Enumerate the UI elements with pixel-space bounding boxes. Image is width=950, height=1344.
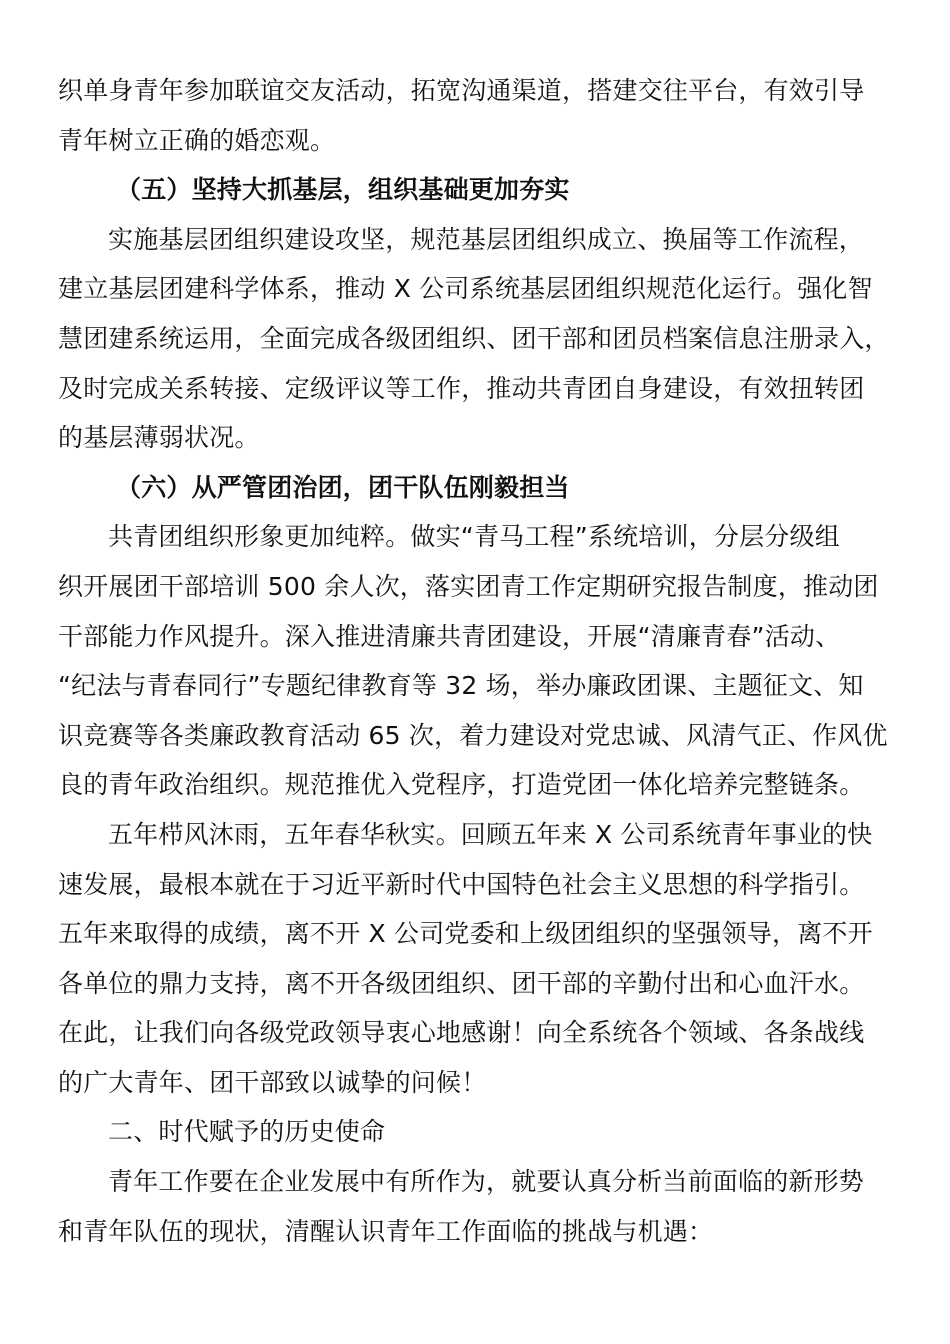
- text-line: 的基层薄弱状况。: [58, 423, 260, 453]
- text-line: “纪法与青春同行”专题纪律教育等 32 场，举办廉政团课、主题征文、知: [58, 671, 864, 701]
- text-line: 在此，让我们向各级党政领导衷心地感谢！向全系统各个领域、各条战线: [58, 1018, 865, 1048]
- text-line: 建立基层团建科学体系，推动 X 公司系统基层团组织规范化运行。强化智: [58, 274, 873, 304]
- text-line: 及时完成关系转接、定级评议等工作，推动共青团自身建设，有效扭转团: [58, 373, 865, 403]
- text-line: 织开展团干部培训 500 余人次，落实团青工作定期研究报告制度，推动团: [58, 571, 879, 601]
- text-line: 各单位的鼎力支持，离不开各级团组织、团干部的辛勤付出和心血汗水。: [58, 968, 865, 998]
- text-line: 干部能力作风提升。深入推进清廉共青团建设，开展“清廉青春”活动、: [58, 621, 841, 651]
- text-line: 五年来取得的成绩，离不开 X 公司党委和上级团组织的坚强领导，离不开: [58, 919, 873, 949]
- text-line: 实施基层团组织建设攻坚，规范基层团组织成立、换届等工作流程，: [108, 224, 865, 254]
- text-line: 共青团组织形象更加纯粹。做实“青马工程”系统培训，分层分级组: [108, 522, 840, 552]
- text-line: 和青年队伍的现状，清醒认识青年工作面临的挑战与机遇：: [58, 1216, 714, 1246]
- text-line: 的广大青年、团干部致以诚挚的问候！: [58, 1067, 487, 1097]
- text-line: 青年树立正确的婚恋观。: [58, 125, 336, 155]
- text-line: 青年工作要在企业发展中有所作为，就要认真分析当前面临的新形势: [108, 1167, 865, 1197]
- text-line: 识竞赛等各类廉政教育活动 65 次，着力建设对党忠诚、风清气正、作风优: [58, 720, 888, 750]
- section-heading: （六）从严管团治团，团干队伍刚毅担当: [116, 472, 570, 502]
- chapter-heading: 二、时代赋予的历史使命: [108, 1117, 386, 1147]
- text-line: 良的青年政治组织。规范推优入党程序，打造党团一体化培养完整链条。: [58, 770, 865, 800]
- section-heading: （五）坚持大抓基层，组织基础更加夯实: [116, 175, 570, 205]
- text-line: 速发展，最根本就在于习近平新时代中国特色社会主义思想的科学指引。: [58, 869, 865, 899]
- text-line: 五年栉风沐雨，五年春华秋实。回顾五年来 X 公司系统青年事业的快: [108, 819, 873, 849]
- text-line: 慧团建系统运用，全面完成各级团组织、团干部和团员档案信息注册录入，: [58, 323, 890, 353]
- text-line: 织单身青年参加联谊交友活动，拓宽沟通渠道，搭建交往平台，有效引导: [58, 76, 865, 105]
- document-body: [58, 66, 898, 1256]
